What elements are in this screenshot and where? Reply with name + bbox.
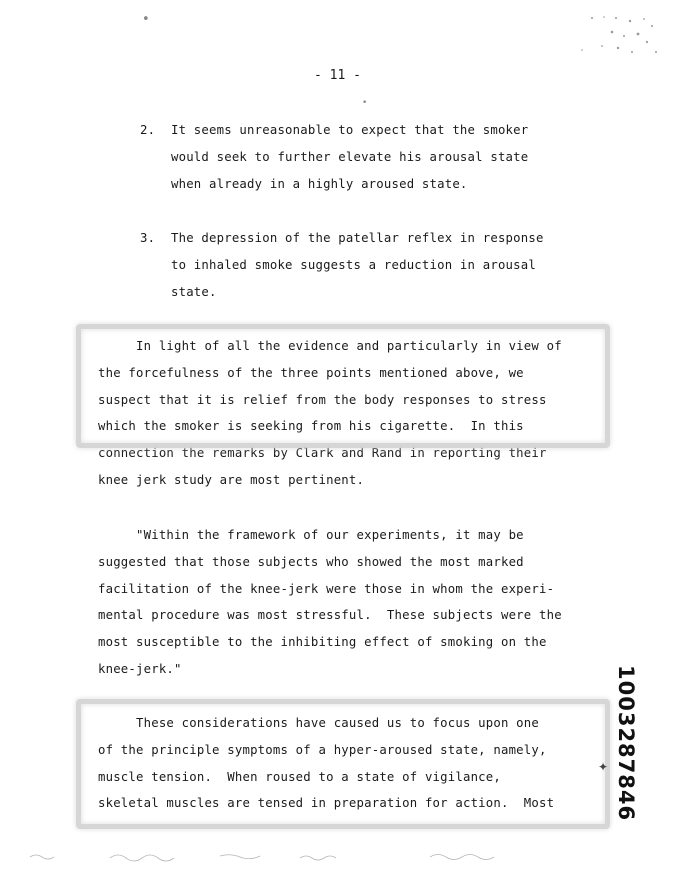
item-line: would seek to further elevate his arousal state [171,149,529,164]
paragraph-line: muscle tension. When roused to a state of vigilance, [98,769,501,784]
quotation-clark-and-rand [98,522,562,683]
paragraph-line: which the smoker is seeking from his cigarette. In this [98,419,524,434]
numbered-item-2 [171,117,528,197]
quote-line: facilitation of the knee-jerk were those in whom the experi- [98,581,555,596]
page-number: - 11 - [314,68,361,83]
highlight-box [76,324,610,448]
corner-stamp-smudge [552,12,662,60]
item-number: 3. [140,231,156,245]
quote-line: suggested that those subjects who showed the most marked [98,554,524,569]
paragraph-line: the forcefulness of the three points mentioned above, we [98,365,524,380]
quote-line: knee-jerk." [98,661,182,676]
ink-speck: ✦ [598,760,609,774]
bates-number: 1003287846 [614,665,638,822]
item-line: It seems unreasonable to expect that the smoker [171,123,529,137]
item-line: The depression of the patellar reflex in response [171,231,544,245]
item-line: when already in a highly aroused state. [171,176,468,191]
quote-line: mental procedure was most stressful. These subjects were the [98,608,562,623]
item-number: 2. [140,123,156,137]
item-line: state. [171,284,217,299]
quote-line: "Within the framework of our experiments, it may be [98,528,524,542]
ink-speck: • [142,12,150,27]
paragraph-line: of the principle symptoms of a hyper-aroused state, namely, [98,742,547,757]
highlight-box [76,699,610,829]
quote-line: most susceptible to the inhibiting effect of smoking on the [98,635,547,650]
paragraph-line: connection the remarks by Clark and Rand in reporting their [98,446,547,461]
paragraph-line: In light of all the evidence and particularly in view of [98,339,562,353]
paragraph-line: knee jerk study are most pertinent. [98,472,365,487]
paragraph-line: skeletal muscles are tensed in preparation for action. Most [98,796,555,811]
ink-speck: • [362,98,368,108]
item-line: to inhaled smoke suggests a reduction in arousal [171,257,536,272]
paragraph-line: suspect that it is relief from the body responses to stress [98,392,547,407]
paragraph-line: These considerations have caused us to focus upon one [98,716,539,730]
bottom-margin-smudge [20,848,530,866]
numbered-item-3 [171,225,544,305]
